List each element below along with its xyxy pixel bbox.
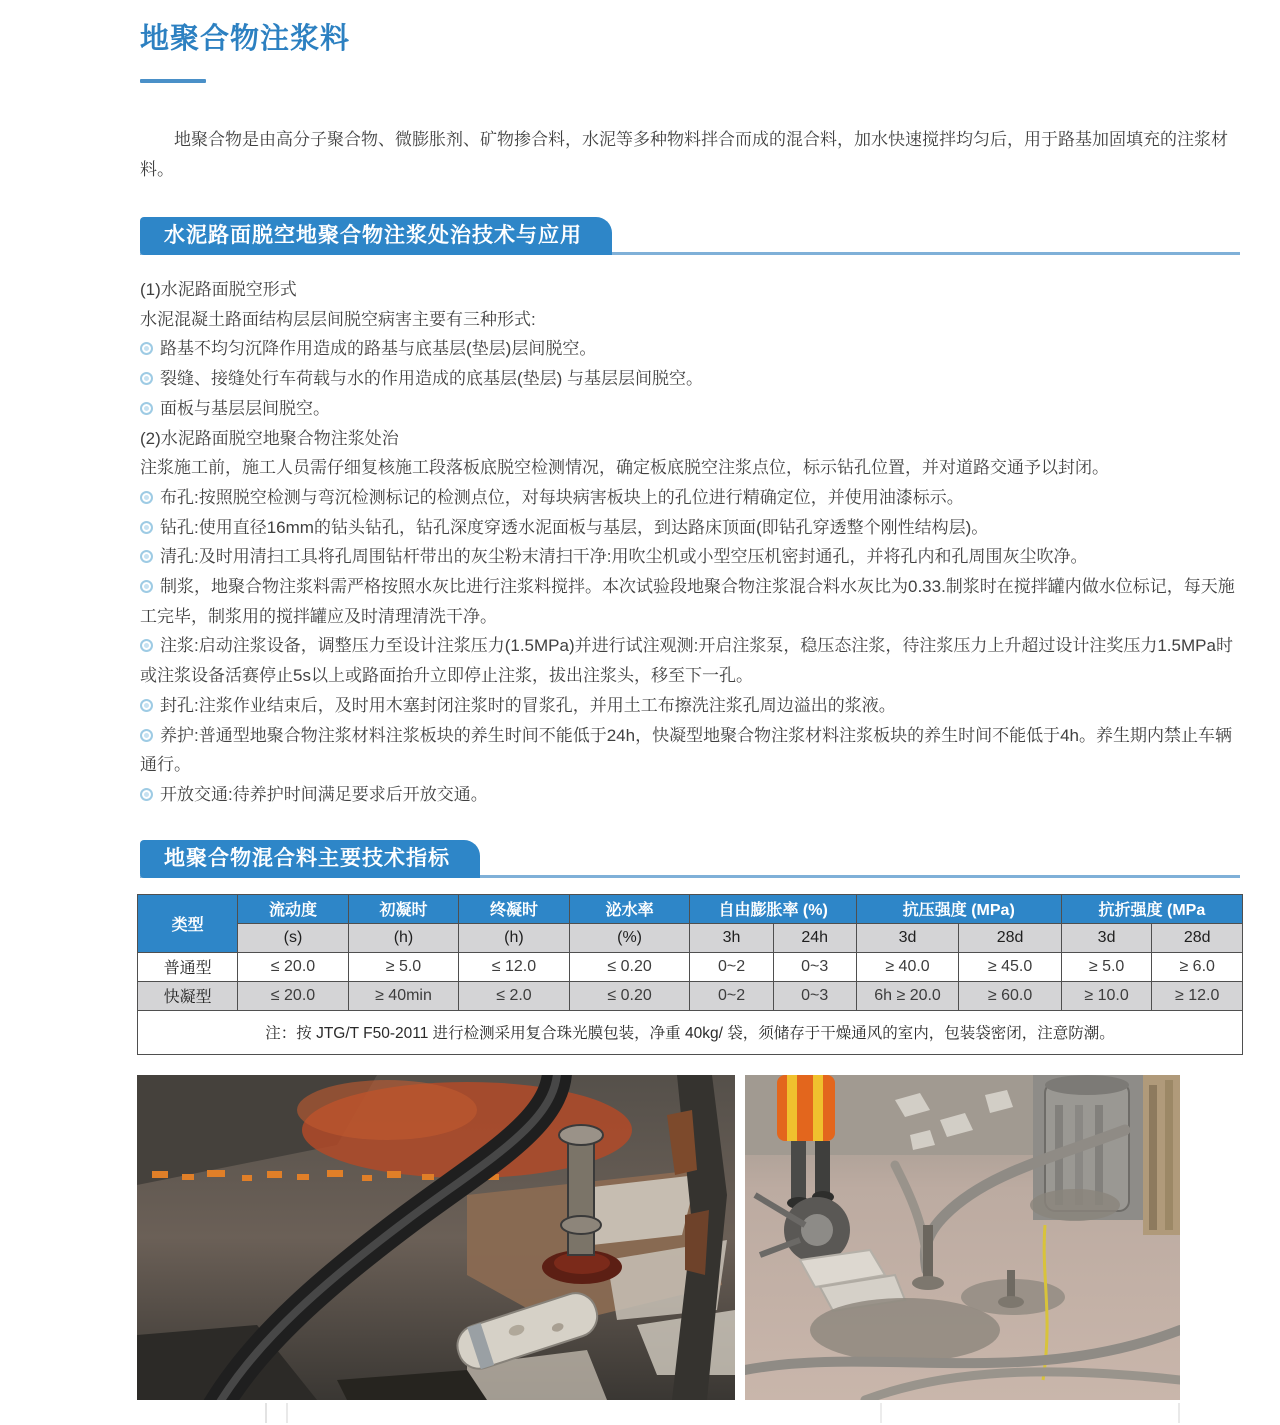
table-header-group: 抗折强度 (MPa	[1061, 894, 1242, 923]
table-cell: ≤ 12.0	[459, 952, 569, 981]
bullet-item: 封孔:注浆作业结束后，及时用木塞封闭注浆时的冒浆孔，并用土工布擦洗注浆孔周边溢出的浆液。	[140, 691, 1242, 721]
table-header-unit: (h)	[459, 923, 569, 952]
text-line: 水泥混凝土路面结构层层间脱空病害主要有三种形式:	[140, 309, 536, 329]
bullet-ring-icon	[140, 521, 153, 534]
jobsite-grouting-equipment-photo	[745, 1075, 1180, 1400]
table-cell-type: 普通型	[138, 952, 238, 981]
table-header-unit: (s)	[238, 923, 348, 952]
bullet-item: 钻孔:使用直径16mm的钻头钻孔，钻孔深度穿透水泥面板与基层，到达路床顶面(即钻孔穿透整个刚性结构层)。	[140, 513, 1242, 543]
bullet-ring-icon	[140, 402, 153, 415]
table-header-unit: (%)	[569, 923, 690, 952]
bullet-ring-icon	[140, 580, 153, 593]
table-header-group: 抗压强度 (MPa)	[856, 894, 1061, 923]
section1-banner: 水泥路面脱空地聚合物注浆处治技术与应用	[140, 217, 612, 255]
bullet-ring-icon	[140, 550, 153, 563]
section1-banner-row	[140, 217, 1240, 255]
table-header-unit: 3d	[1061, 923, 1152, 952]
table-cell: ≤ 20.0	[238, 981, 348, 1010]
photo-row	[137, 1075, 1280, 1400]
table-header-group: 自由膨胀率 (%)	[690, 894, 856, 923]
bullet-ring-icon	[140, 342, 153, 355]
page-title: 地聚合物注浆料	[140, 23, 351, 55]
bullet-ring-icon	[140, 699, 153, 712]
jobsite-photo-graphic	[745, 1075, 1180, 1400]
spec-table	[137, 894, 1243, 1055]
table-header-group: 泌水率	[569, 894, 690, 923]
bullet-item: 养护:普通型地聚合物注浆材料注浆板块的养生时间不能低于24h，快凝型地聚合物注浆材料注浆板块的养生时间不能低于4h。养生期内禁止车辆通行。	[140, 725, 1232, 775]
pavement-photo-graphic	[137, 1075, 735, 1400]
table-cell: 0~3	[773, 952, 856, 981]
table-header-group: 流动度	[238, 894, 348, 923]
table-row	[138, 981, 1243, 1010]
bullet-ring-icon	[140, 372, 153, 385]
table-cell: ≥ 60.0	[959, 981, 1062, 1010]
table-cell: 0~3	[773, 981, 856, 1010]
title-underline	[140, 79, 206, 83]
bottom-artifact-strip	[0, 1400, 1280, 1425]
text-line: (2)水泥路面脱空地聚合物注浆处治	[140, 428, 399, 448]
text-line: 注浆施工前，施工人员需仔细复核施工段落板底脱空检测情况，确定板底脱空注浆点位，标示钻孔位置，并对道路交通予以封闭。	[140, 458, 1109, 478]
table-cell: ≤ 0.20	[569, 981, 690, 1010]
table-cell-type: 快凝型	[138, 981, 238, 1010]
section2-banner: 地聚合物混合料主要技术指标	[140, 840, 480, 878]
bullet-ring-icon	[140, 788, 153, 801]
bullet-item: 裂缝、接缝处行车荷载与水的作用造成的底基层(垫层) 与基层层间脱空。	[140, 364, 1242, 394]
table-cell: ≥ 5.0	[1061, 952, 1152, 981]
spec-table-head	[138, 894, 1243, 952]
table-header-unit: 24h	[773, 923, 856, 952]
table-cell: ≥ 5.0	[348, 952, 458, 981]
table-cell: ≥ 6.0	[1152, 952, 1243, 981]
table-cell: ≥ 40min	[348, 981, 458, 1010]
bullet-ring-icon	[140, 639, 153, 652]
table-cell: ≥ 12.0	[1152, 981, 1243, 1010]
table-header-type: 类型	[138, 894, 238, 952]
bullet-item: 清孔:及时用清扫工具将孔周围钻杆带出的灰尘粉末清扫干净:用吹尘机或小型空压机密封通孔，并将孔内和孔周围灰尘吹净。	[140, 542, 1242, 572]
table-cell: ≥ 45.0	[959, 952, 1062, 981]
table-note: 注：按 JTG/T F50-2011 进行检测采用复合珠光膜包装，净重 40kg/ 袋，须储存于干燥通风的室内，包装袋密闭，注意防潮。	[138, 1010, 1243, 1054]
table-cell: 0~2	[690, 981, 773, 1010]
section1-content	[140, 275, 1242, 810]
spec-table-body	[138, 952, 1243, 1054]
table-header-unit: 3h	[690, 923, 773, 952]
table-header-unit: 28d	[959, 923, 1062, 952]
table-header-unit: 28d	[1152, 923, 1243, 952]
table-header-group: 终凝时	[459, 894, 569, 923]
bullet-item: 开放交通:待养护时间满足要求后开放交通。	[140, 780, 1242, 810]
table-cell: ≥ 10.0	[1061, 981, 1152, 1010]
section2-banner-row	[140, 840, 1240, 878]
table-cell: ≤ 20.0	[238, 952, 348, 981]
bullet-item: 布孔:按照脱空检测与弯沉检测标记的检测点位，对每块病害板块上的孔位进行精确定位，并使用油漆标示。	[140, 483, 1242, 513]
table-cell: ≥ 40.0	[856, 952, 959, 981]
table-header-unit: (h)	[348, 923, 458, 952]
text-line: (1)水泥路面脱空形式	[140, 280, 297, 299]
intro-paragraph: 地聚合物是由高分子聚合物、微膨胀剂、矿物掺合料，水泥等多种物料拌合而成的混合料，加水快速搅拌均匀后，用于路基加固填充的注浆材料。	[140, 130, 1228, 179]
bullet-item: 路基不均匀沉降作用造成的路基与底基层(垫层)层间脱空。	[140, 334, 1242, 364]
table-cell: ≤ 0.20	[569, 952, 690, 981]
table-cell: 0~2	[690, 952, 773, 981]
bullet-item: 面板与基层层间脱空。	[140, 394, 1242, 424]
bullet-ring-icon	[140, 729, 153, 742]
table-header-group: 初凝时	[348, 894, 458, 923]
pavement-grouting-hose-photo	[137, 1075, 735, 1400]
table-cell: 6h ≥ 20.0	[856, 981, 959, 1010]
bullet-ring-icon	[140, 491, 153, 504]
bullet-item: 注浆:启动注浆设备，调整压力至设计注浆压力(1.5MPa)并进行试注观测:开启注浆泵，稳压态注浆，待注浆压力上升超过设计注奖压力1.5MPa时或注浆设备活赛停止5s以上或路面抬升立即停止注浆，拔出注浆头，移至下一孔。	[140, 636, 1233, 686]
table-header-unit: 3d	[856, 923, 959, 952]
table-row	[138, 952, 1243, 981]
table-cell: ≤ 2.0	[459, 981, 569, 1010]
bullet-item: 制浆，地聚合物注浆料需严格按照水灰比进行注浆料搅拌。本次试验段地聚合物注浆混合料水灰比为0.33.制浆时在搅拌罐内做水位标记，每天施工完毕，制浆用的搅拌罐应及时清理清洗干净。	[140, 577, 1235, 626]
